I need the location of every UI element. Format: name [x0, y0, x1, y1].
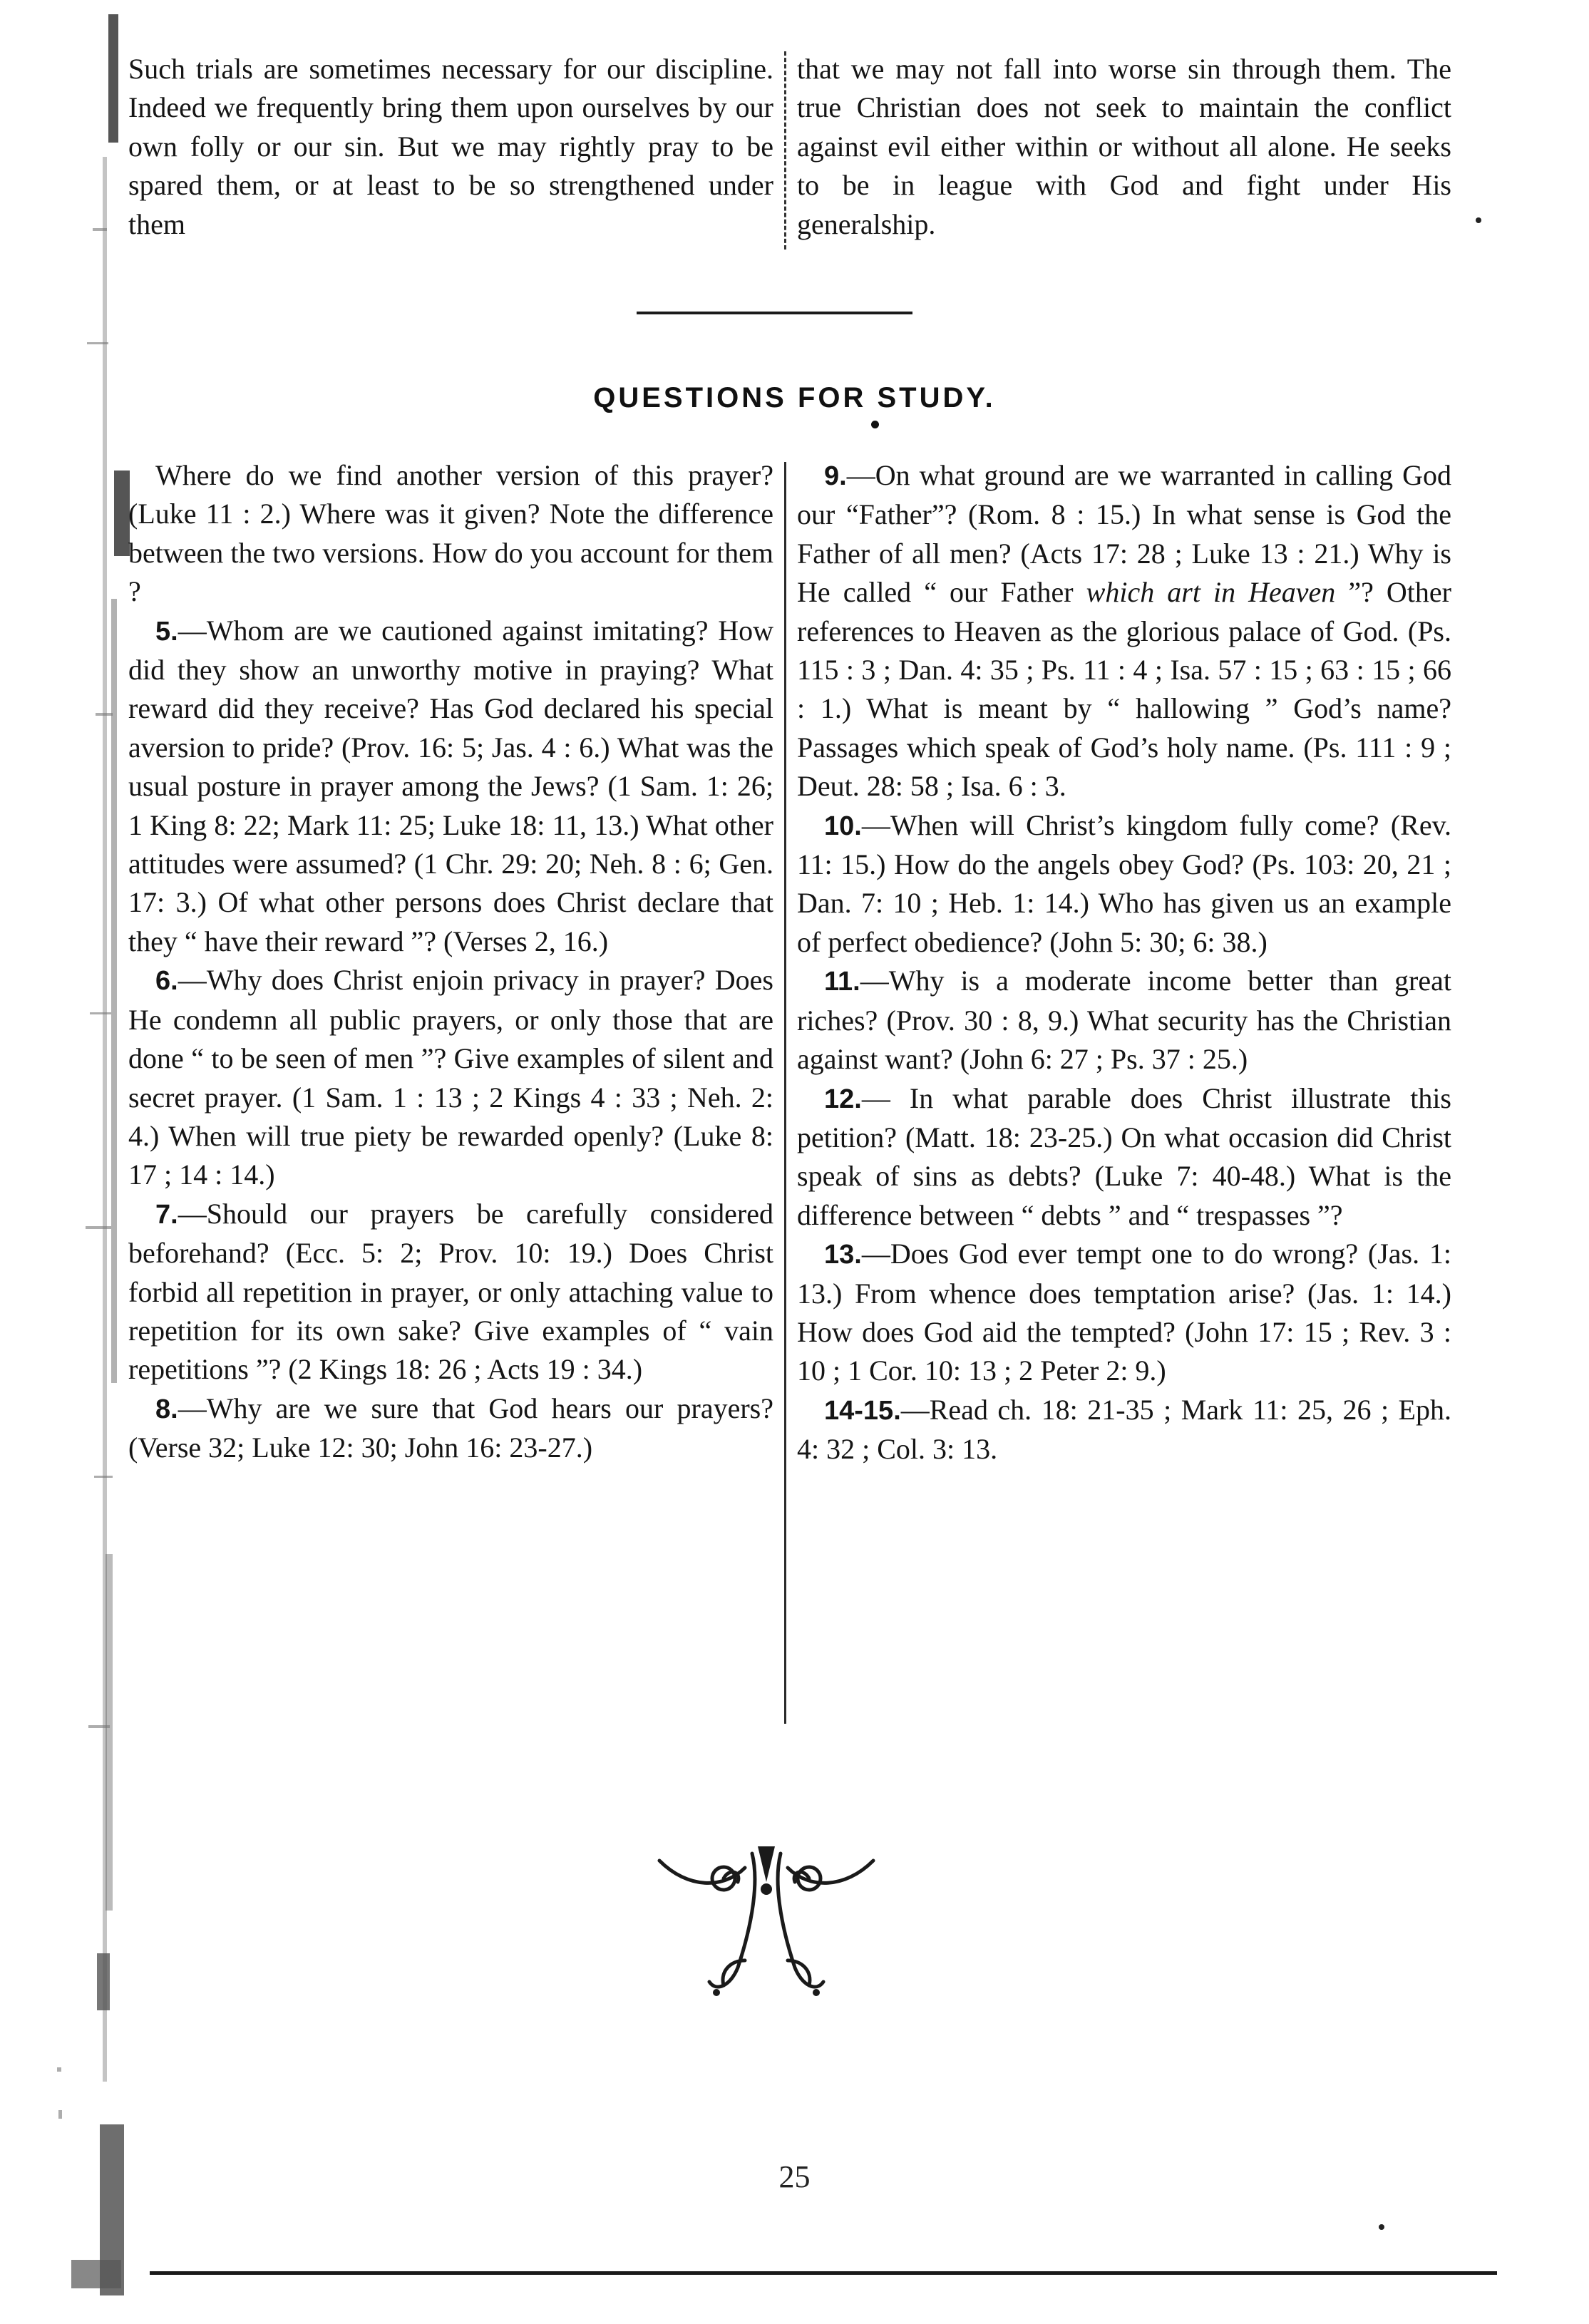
- question-6: [128, 961, 773, 1194]
- bottom-rule: [150, 2271, 1497, 2275]
- top-paragraph-left: Such trials are sometimes necessary for our discipline. Indeed we frequently bring them upon ourselves by our own folly or our sin. But we may rightly pray to be spared them, or at least to be so strengthened under them: [128, 53, 773, 240]
- question-text: —Read ch. 18: 21-35 ; Mark 11: 25, 26 ; Eph. 4: 32 ; Col. 3: 13.: [797, 1393, 1451, 1466]
- question-text: —On what ground are we warranted in calling God our “Father”? (Rom. 8 : 15.) In what sense is God the Father of all men? (Acts 17: 28 ; Luke 13 : 21.) Why is He called “ our Father: [797, 459, 1451, 609]
- question-italic-phrase: which art in Heaven: [1086, 576, 1336, 609]
- question-11: [797, 962, 1451, 1079]
- question-14-15: [797, 1391, 1451, 1469]
- page-number: 25: [778, 2159, 811, 2194]
- section-title: QUESTIONS FOR STUDY.: [593, 382, 996, 413]
- question-number: 13.: [824, 1240, 862, 1270]
- question-number: 5.: [155, 616, 178, 647]
- question-10: [797, 806, 1451, 962]
- ink-speck: [1379, 2224, 1384, 2230]
- question-number: 7.: [155, 1199, 178, 1230]
- questions-left-column: [128, 456, 773, 1468]
- question-number: 10.: [824, 811, 862, 841]
- questions-column-rule: [784, 462, 786, 1724]
- question-text: —Whom are we cautioned against imitating? How did they show an unworthy motive in praying? What reward did they receive? Has God declared his special aversion to pride? (Prov. 16: 5; Jas. 4 : 6.) What was the usual posture in prayer among the Jews? (1 Sam. 1: 26; 1 King 8: 22; Mark 11: 25; Luke 18: 11, 13.) What other attitudes were assumed? (1 Chr. 29: 20; Neh. 8 : 6; Gen. 17: 3.) Of what other persons does Christ declare that they “ have their reward ”? (Verses 2, 16.): [128, 614, 773, 957]
- question-text: —When will Christ’s kingdom fully come? (Rev. 11: 15.) How do the angels obey God? (Ps. 103: 20, 21 ; Dan. 7: 10 ; Heb. 1: 14.) Who has given us an example of perfect obedience? (John 5: 30; 6: 38.): [797, 808, 1451, 958]
- question-intro: Where do we find another version of this prayer? (Luke 11 : 2.) Where was it given? Note the difference between the two versions. How do you account for them ?: [128, 459, 773, 608]
- ink-speck: [1476, 217, 1481, 223]
- top-text-left: [128, 50, 773, 244]
- section-divider: [637, 312, 912, 314]
- title-dot: [871, 421, 879, 428]
- question-number: 6.: [155, 966, 178, 997]
- question-text: — In what parable does Christ illustrate this petition? (Matt. 18: 23-25.) On what occasion did Christ speak of sins as debts? (Luke 7: 40-48.) What is the difference between “ debts ” and “ trespasses ”?: [797, 1081, 1451, 1231]
- question-text: —Why does Christ enjoin privacy in prayer? Does He condemn all public prayers, or only those that are done “ to be seen of men ”? Give examples of silent and secret prayer. (1 Sam. 1 : 13 ; 2 Kings 4 : 33 ; Neh. 2: 4.) When will true piety be rewarded openly? (Luke 8: 17 ; 14 : 14.): [128, 964, 773, 1191]
- questions-right-column: [797, 456, 1451, 1469]
- question-text: —Why is a moderate income better than great riches? (Prov. 30 : 8, 9.) What security has the Christian against want? (John 6: 27 ; Ps. 37 : 25.): [797, 965, 1451, 1076]
- question-number: 9.: [824, 461, 847, 491]
- question-9: [797, 456, 1451, 806]
- question-text: —Why are we sure that God hears our prayers? (Verse 32; Luke 12: 30; John 16: 23-27.): [128, 1392, 773, 1464]
- question-number: 8.: [155, 1394, 178, 1424]
- question-5: [128, 612, 773, 962]
- worn-binding-edge: [43, 14, 143, 2310]
- question-13: [797, 1235, 1451, 1391]
- question-12: [797, 1079, 1451, 1235]
- question-number: 12.: [824, 1084, 862, 1114]
- question-8: [128, 1389, 773, 1468]
- top-paragraph-right: that we may not fall into worse sin through them. The true Christian does not seek to maintain the conflict against evil either within or without all alone. He seeks to be in league with God and fight under His generalship.: [797, 53, 1451, 240]
- question-number: 14-15.: [824, 1395, 901, 1426]
- question-text: —Does God ever tempt one to do wrong? (Jas. 1: 13.) From whence does temptation arise? (Jas. 1: 14.) How does God aid the tempted? (John 17: 15 ; Rev. 3 : 10 ; 1 Cor. 10: 13 ; 2 Peter 2: 9.): [797, 1238, 1451, 1387]
- question-text: —Should our prayers be carefully considered beforehand? (Ecc. 5: 2; Prov. 10: 19.) Does Christ forbid all repetition in prayer, or only attaching value to repetition for its own sake? Give examples of “ vain repetitions ”? (2 Kings 18: 26 ; Acts 19 : 34.): [128, 1197, 773, 1386]
- question-7: [128, 1195, 773, 1389]
- top-column-rule: [784, 51, 786, 250]
- top-text-right: [797, 50, 1451, 244]
- question-text: ”? Other references to Heaven as the glorious palace of God. (Ps. 115 : 3 ; Dan. 4: 35 ; Ps. 11 : 4 ; Isa. 57 : 15 ; 63 : 15 ; 66 : 1.) What is meant by “ hallowing ” God’s name? Passages which speak of God’s holy name. (Ps. 111 : 9 ; Deut. 28: 58 ; Isa. 6 : 3.: [797, 576, 1451, 803]
- ornament-tailpiece-icon: [645, 1839, 888, 2010]
- question-number: 11.: [824, 967, 860, 997]
